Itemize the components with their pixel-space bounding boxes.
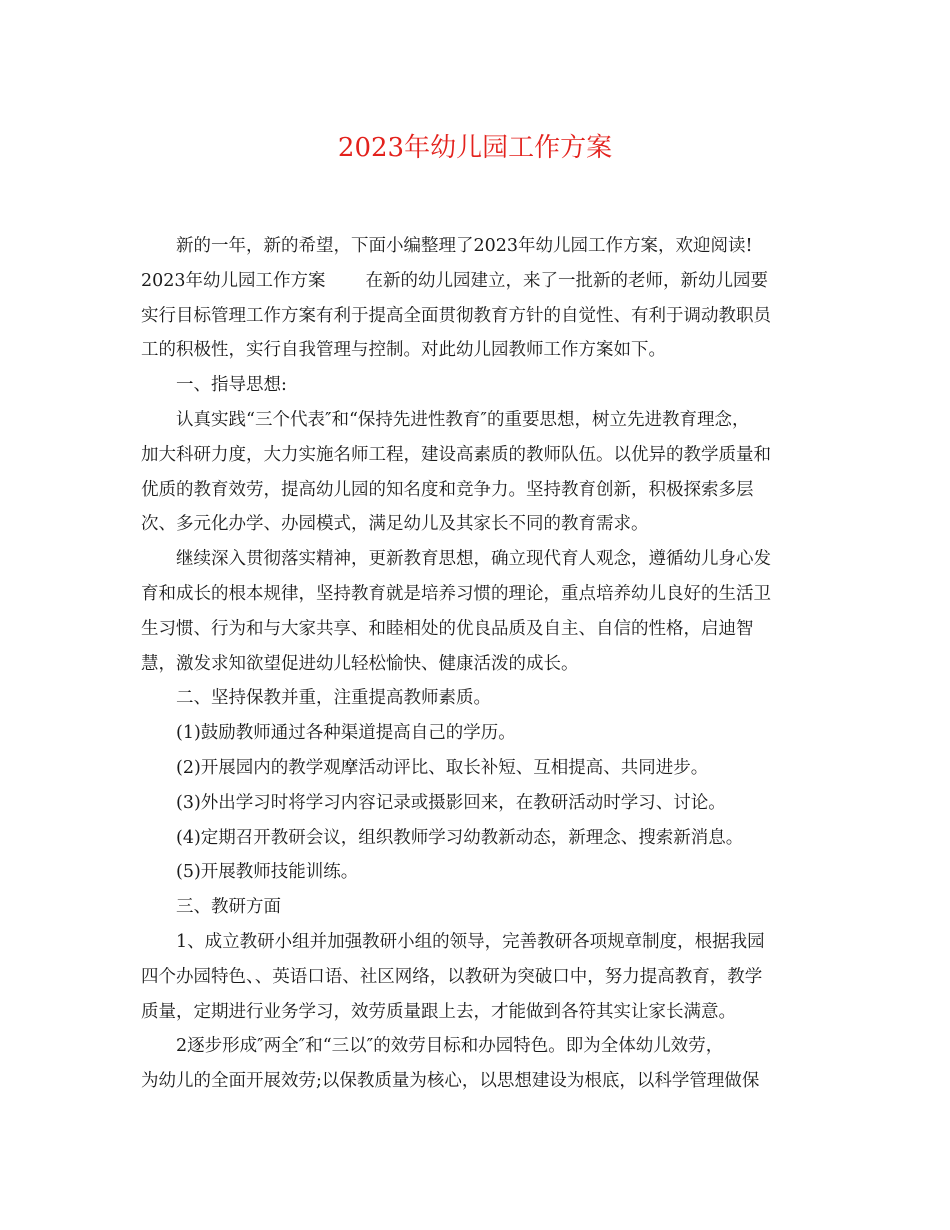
document-body	[141, 229, 813, 1099]
document-title: 2023年幼儿园工作方案	[337, 133, 613, 163]
paragraph-line: 实行目标管理工作方案有利于提高全面贯彻教育方针的自觉性、有利于调动教职员	[141, 305, 771, 326]
paragraph-line: 次、多元化办学、办园模式，满足幼儿及其家长不同的教育需求。	[141, 514, 649, 535]
list-item: (2)开展园内的教学观摩活动评比、取长补短、互相提高、共同进步。	[176, 757, 709, 778]
paragraph-line: 1、成立教研小组并加强教研小组的领导，完善教研各项规章制度，根据我园	[176, 931, 765, 952]
paragraph-line: 生习惯、行为和与大家共享、和睦相处的优良品质及自主、自信的性格，启迪智	[141, 618, 754, 639]
paragraph-line: 加大科研力度，大力实施名师工程，建设高素质的教师队伍。以优异的教学质量和	[141, 444, 771, 465]
section-heading: 三、教研方面	[176, 897, 281, 918]
paragraph-line: 2逐步形成″两全″和“三以″的效劳目标和办园特色。即为全体幼儿效劳，	[176, 1036, 724, 1057]
list-item: (4)定期召开教研会议，组织教师学习幼教新动态，新理念、搜索新消息。	[176, 827, 744, 848]
paragraph-line: 认真实践“三个代表″和“保持先进性教育″的重要思想，树立先进教育理念，	[176, 409, 750, 430]
list-item: (1)鼓励教师通过各种渠道提高自己的学历。	[176, 723, 516, 744]
list-item: (5)开展教师技能训练。	[176, 862, 359, 883]
paragraph-line: 优质的教育效劳，提高幼儿园的知名度和竞争力。坚持教育创新，积极探索多层	[141, 479, 754, 500]
list-item: (3)外出学习时将学习内容记录或摄影回来，在教研活动时学习、讨论。	[176, 792, 726, 813]
paragraph-line: 质量，定期进行业务学习，效劳质量跟上去，才能做到各符其实让家长满意。	[141, 1001, 736, 1022]
section-heading: 二、坚持保教并重，注重提高教师素质。	[176, 688, 491, 709]
paragraph-line: 慧，激发求知欲望促进幼儿轻松愉快、健康活泼的成长。	[141, 653, 579, 674]
paragraph-line: 育和成长的根本规律，坚持教育就是培养习惯的理论，重点培养幼儿良好的生活卫	[141, 583, 771, 604]
paragraph-line: 新的一年，新的希望，下面小编整理了2023年幼儿园工作方案，欢迎阅读!	[176, 236, 753, 256]
paragraph-line: 工的积极性，实行自我管理与控制。对此幼儿园教师工作方案如下。	[141, 340, 666, 361]
paragraph-line: 继续深入贯彻落实精神，更新教育思想，确立现代育人观念，遵循幼儿身心发	[176, 549, 771, 570]
paragraph-line: 2023年幼儿园工作方案 在新的幼儿园建立，来了一批新的老师，新幼儿园要	[141, 270, 769, 291]
paragraph-line: 四个办园特色、、英语口语、社区网络，以教研为突破口中，努力提高教育，教学	[141, 966, 763, 987]
paragraph-line: 为幼儿的全面开展效劳;以保教质量为核心，以思想建设为根底，以科学管理做保	[141, 1071, 760, 1092]
section-heading: 一、指导思想:	[176, 375, 287, 396]
